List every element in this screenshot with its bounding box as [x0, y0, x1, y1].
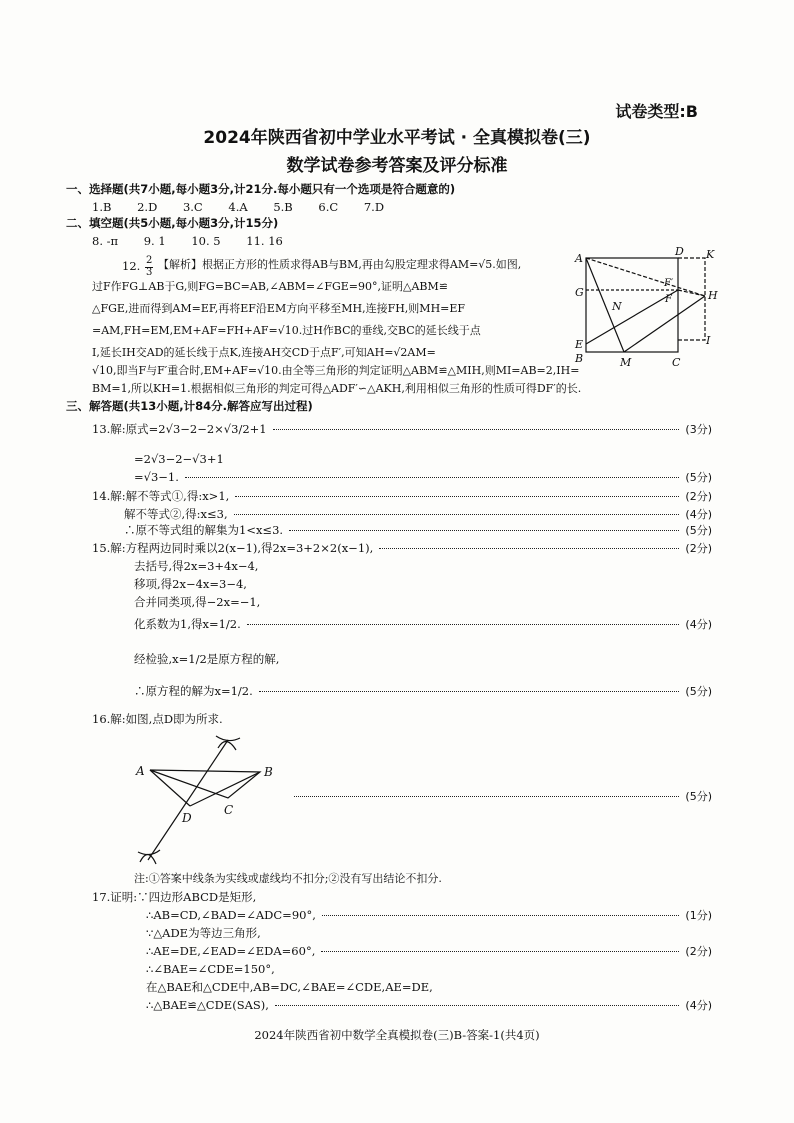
- page-footer: 2024年陕西省初中数学全真模拟卷(三)B-答案-1(共4页): [254, 1028, 540, 1042]
- q12-answer-fraction: $\frac{2}{3}$: [145, 255, 153, 278]
- q15-line-3: 移项,得2x−4x=3−4,: [134, 577, 247, 591]
- points-label: (4分): [685, 999, 712, 1012]
- points-label: (5分): [685, 524, 712, 537]
- answer-item: 9. 1: [143, 234, 166, 248]
- leader-dots: [273, 429, 680, 430]
- leader-dots: [234, 514, 680, 515]
- leader-dots: [275, 1005, 680, 1006]
- answer-item: 8. -π: [92, 234, 119, 248]
- q17-line-6: 在△BAE和△CDE中,AB=DC,∠BAE=∠CDE,AE=DE,: [146, 980, 433, 994]
- q12-line-2: 过F作FG⊥AB于G,则FG=BC=AB,∠ABM=∠FGE=90°,证明△ABM≌: [92, 280, 448, 293]
- answer-item: 3.C: [182, 200, 203, 214]
- points-label: (2分): [685, 945, 712, 958]
- q17-line-2: ∴AB=CD,∠BAD=∠ADC=90°,: [146, 908, 316, 922]
- fig-label: D: [182, 811, 192, 825]
- fig-label: K: [706, 248, 715, 261]
- leader-dots: [247, 624, 680, 625]
- q15-line-6: 经检验,x=1/2是原方程的解,: [134, 652, 280, 666]
- answer-item: 5.B: [273, 200, 293, 214]
- q15-line-5: 化系数为1,得x=1/2.: [134, 617, 241, 631]
- fig-label: C: [224, 803, 234, 817]
- points-label: (5分): [685, 685, 712, 698]
- arc-mark: [218, 741, 236, 750]
- q12-line-6: √10,即当F与F′重合时,EM+AF=√10.由全等三角形的判定证明△ABM≌△MIH,则MI=AB=2,IH=: [92, 364, 580, 377]
- leader-dots: [294, 796, 679, 797]
- q17-line-7: ∴△BAE≌△CDE(SAS),: [146, 998, 269, 1012]
- q13-row-3: [134, 470, 712, 485]
- fig-label: B: [264, 765, 273, 779]
- answer-item: 6.C: [318, 200, 339, 214]
- q12-line-3: △FGE,进而得到AM=EF,再将EF沿EM方向平移至MH,连接FH,则MH=EF: [92, 302, 466, 315]
- q15-line-4: 合并同类项,得−2x=−1,: [134, 595, 261, 609]
- answer-item: 10. 5: [191, 234, 221, 248]
- fig-label: B: [575, 352, 584, 365]
- line-db: [190, 772, 260, 806]
- q16-note: 注:①答案中线条为实线或虚线均不扣分;②没有写出结论不扣分.: [134, 872, 442, 885]
- fig-label: E: [575, 338, 584, 351]
- q15-line-7: ∴原方程的解为x=1/2.: [134, 684, 253, 698]
- arc-mark: [138, 850, 160, 855]
- q17-row-7: [146, 998, 712, 1013]
- leader-dots: [289, 530, 679, 531]
- q15-line-1: 15.解:方程两边同时乘以2(x−1),得2x=3+2×2(x−1),: [92, 541, 374, 555]
- q16-construction-figure: [130, 726, 280, 871]
- q14-row-1: [92, 489, 712, 504]
- q16-points-row: [288, 790, 712, 804]
- q15-row-1: [92, 541, 712, 556]
- solve-heading: 三、解答题(共13小题,计84分.解答应写出过程): [66, 399, 313, 413]
- q15-line-2: 去括号,得2x=3+4x−4,: [134, 559, 259, 573]
- q12-header: [122, 256, 154, 278]
- perpendicular-bisector: [148, 740, 228, 860]
- fig-label: A: [136, 764, 145, 778]
- answer-item: 4.A: [228, 200, 248, 214]
- fig-label: C: [672, 356, 681, 369]
- points-label: (4分): [685, 508, 712, 521]
- q12-line-7: BM=1,所以KH=1.根据相似三角形的判定可得△ADF′∽△AKH,利用相似三角形的性质可得DF′的长.: [92, 382, 582, 395]
- q14-line-2: 解不等式②,得:x≤3,: [124, 507, 228, 521]
- page-title: 2024年陕西省初中学业水平考试 · 全真模拟卷(三): [203, 128, 591, 148]
- q13-line-1: 13.解:原式=2√3−2−2×√3/2+1: [92, 422, 267, 436]
- points-label: (5分): [685, 471, 712, 484]
- fig-label: I: [706, 334, 711, 347]
- fill-answers: [92, 234, 305, 248]
- points-label: (2分): [685, 542, 712, 555]
- fig-label: M: [620, 356, 632, 369]
- q12-number: 12.: [122, 259, 141, 273]
- q17-row-4: [146, 944, 712, 959]
- q14-line-1: 14.解:解不等式①,得:x>1,: [92, 489, 230, 503]
- leader-dots: [185, 477, 680, 478]
- choice-heading: 一、选择题(共7小题,每小题3分,计21分.每小题只有一个选项是符合题意的): [66, 182, 456, 196]
- leader-dots: [321, 951, 679, 952]
- points-label: (4分): [685, 618, 712, 631]
- points-label: (5分): [685, 790, 712, 803]
- fig-label: F′: [664, 278, 674, 289]
- q13-line-2: =2√3−2−√3+1: [134, 452, 224, 466]
- q12-geometry-figure: [572, 246, 722, 380]
- q14-row-3: [124, 523, 712, 538]
- answer-item: 11. 16: [246, 234, 283, 248]
- points-label: (2分): [685, 490, 712, 503]
- line-ad: [150, 770, 190, 806]
- fig-label: G: [575, 286, 584, 299]
- fig-label: N: [612, 300, 622, 313]
- answer-item: 2.D: [137, 200, 158, 214]
- fig-label: F: [665, 294, 672, 305]
- q17-row-2: [146, 908, 712, 923]
- q17-line-4: ∴AE=DE,∠EAD=∠EDA=60°,: [146, 944, 316, 958]
- fig-label: H: [708, 289, 718, 302]
- fig-label: D: [675, 246, 684, 258]
- q17-line-3: ∵△ADE为等边三角形,: [146, 926, 261, 940]
- q15-row-5: [134, 617, 712, 632]
- answer-item: 1.B: [92, 200, 112, 214]
- q12-line-4: =AM,FH=EM,EM+AF=FH+AF=√10.过H作BC的垂线,交BC的延长线于点: [92, 324, 481, 337]
- leader-dots: [379, 548, 679, 549]
- points-label: (3分): [685, 423, 712, 436]
- q17-line-5: ∴∠BAE=∠CDE=150°,: [146, 962, 275, 976]
- answer-item: 7.D: [363, 200, 385, 214]
- q14-line-3: ∴原不等式组的解集为1<x≤3.: [124, 523, 284, 537]
- q15-row-7: [134, 684, 712, 699]
- page-subtitle: 数学试卷参考答案及评分标准: [286, 156, 508, 176]
- q13-line-3: =√3−1.: [134, 470, 179, 484]
- choice-answers: [92, 200, 406, 214]
- q13-row-1: [92, 422, 712, 437]
- q14-row-2: [124, 507, 712, 522]
- leader-dots: [322, 915, 680, 916]
- fig-label: A: [575, 252, 583, 265]
- arc-mark: [216, 736, 240, 741]
- exam-type-label: 试卷类型:B: [615, 102, 698, 121]
- fill-heading: 二、填空题(共5小题,每小题3分,计15分): [66, 216, 279, 230]
- q12-line-5: I,延长IH交AD的延长线于点K,连接AH交CD于点F′,可知AH=√2AM=: [92, 346, 436, 359]
- leader-dots: [235, 496, 679, 497]
- q17-line-1: 17.证明:∵四边形ABCD是矩形,: [92, 890, 257, 904]
- points-label: (1分): [685, 909, 712, 922]
- q12-line-1: 【解析】根据正方形的性质求得AB与BM,再由勾股定理求得AM=√5.如图,: [158, 258, 522, 271]
- leader-dots: [259, 691, 680, 692]
- q16-line-1: 16.解:如图,点D即为所求.: [92, 712, 223, 726]
